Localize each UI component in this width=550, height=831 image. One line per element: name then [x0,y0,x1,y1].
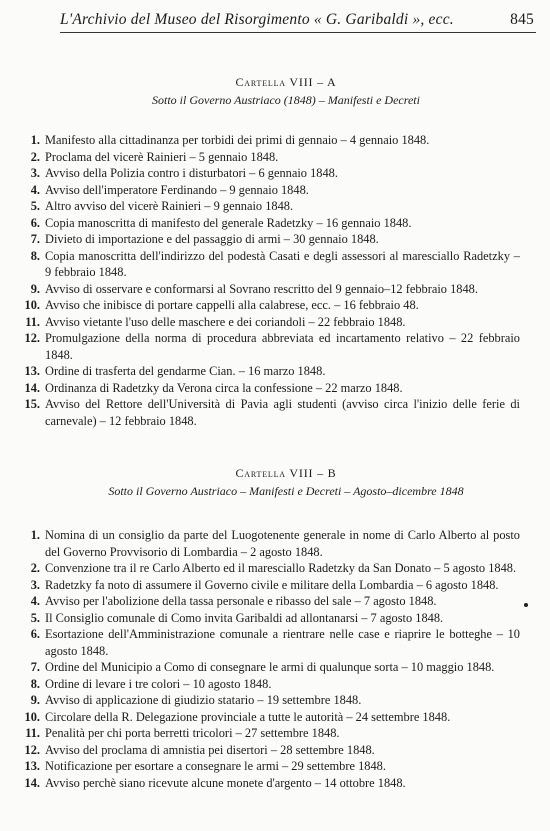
item-text: Penalità per chi porta berretti tricolori – 27 settembre 1848. [45,726,340,740]
list-item [0,610,550,627]
item-number: 14. [24,775,40,790]
item-text: Ordinanza di Radetzky da Verona circa la confessione – 22 marzo 1848. [45,380,403,395]
item-number: 9. [30,693,40,707]
item-number: 11. [25,314,40,329]
item-text: Divieto di importazione e del passaggio di armi – 30 gennaio 1848. [45,232,379,246]
item-text: Avviso perchè siano ricevute alcune monete d'argento – 14 ottobre 1848. [45,775,406,790]
list-item [0,396,550,429]
item-number: 10. [24,298,40,312]
item-text: Avviso del Rettore dell'Università di Pavia agli studenti (avviso circa l'inizio delle ferie di carnevale) – 12 febbraio 1848. [45,397,520,428]
item-text: Esortazione dell'Amministrazione comunale a rientrare nelle case e riaprire le botteghe – 10 agosto 1848. [45,627,520,658]
item-text: Avviso per l'abolizione della tassa personale e ribasso del sale – 7 agosto 1848. [45,594,437,608]
list-item [0,560,550,577]
list-item [0,248,550,281]
item-number: 13. [24,364,40,378]
section-subtitle: Sotto il Governo Austriaco – Manifesti e Decreti – Agosto–dicembre 1848 [108,484,464,498]
item-number: 7. [30,232,40,246]
item-number: 10. [24,709,40,724]
list-item [0,725,550,742]
list-item [0,198,550,215]
list-item [0,709,550,726]
item-text: Notificazione per esortare a consegnare le armi – 29 settembre 1848. [45,759,386,773]
list-item [0,659,550,676]
item-text: Avviso dell'imperatore Ferdinando – 9 gennaio 1848. [45,182,309,197]
item-number: 6. [30,215,40,230]
list-item [0,380,550,397]
list-item [0,527,550,560]
item-number: 3. [30,166,40,180]
list-item [0,314,550,331]
list-item [0,149,550,166]
item-text: Il Consiglio comunale di Como invita Garibaldi ad allontanarsi – 7 agosto 1848. [45,610,444,625]
item-text: Avviso che inibisce di portare cappelli alla calabrese, ecc. – 16 febbraio 48. [45,298,419,312]
list-item [0,182,550,199]
list-item [0,593,550,610]
item-number: 1. [30,528,40,542]
item-text: Ordine del Municipio a Como di consegnare le armi di qualunque sorta – 10 maggio 1848. [45,660,495,674]
item-text: Radetzky fa noto di assumere il Governo civile e militare della Lombardia – 6 agosto 1848. [45,577,499,592]
item-text: Circolare della R. Delegazione provinciale a tutte le autorità – 24 settembre 1848. [45,709,451,724]
list-item [0,363,550,380]
list-item [0,692,550,709]
list-item [0,215,550,232]
running-header [60,10,536,33]
item-text: Altro avviso del vicerè Rainieri – 9 gennaio 1848. [45,199,294,213]
item-number: 12. [24,331,40,345]
item-number: 4. [30,594,40,608]
item-number: 5. [30,610,40,625]
item-number: 3. [30,577,40,592]
item-text: Convenzione tra il re Carlo Alberto ed il maresciallo Radetzky da San Donato – 5 agosto 1848. [45,561,517,575]
document-list [0,132,550,429]
section-cartella-viii-b [0,466,550,791]
item-text: Ordine di trasferta del gendarme Cian. – 16 marzo 1848. [45,364,326,378]
item-number: 8. [30,676,40,691]
item-number: 12. [24,742,40,757]
section-cartella-viii-a [0,75,550,429]
list-item [0,231,550,248]
item-text: Proclama del vicerè Rainieri – 5 gennaio 1848. [45,149,279,164]
page-number: 845 [510,11,534,28]
item-number: 14. [24,380,40,395]
item-number: 9. [30,281,40,296]
list-item [0,758,550,775]
list-item [0,281,550,298]
list-item [0,742,550,759]
item-number: 13. [24,759,40,773]
item-number: 8. [30,248,40,263]
item-text: Copia manoscritta dell'indirizzo del podestà Casati e degli assessori al maresciallo Radetzky – 9 febbraio 1848. [45,248,520,279]
section-subtitle: Sotto il Governo Austriaco (1848) – Manifesti e Decreti [152,93,420,107]
list-item [0,676,550,693]
list-item [0,132,550,149]
list-item [0,626,550,659]
item-number: 15. [24,397,40,411]
document-list [0,527,550,791]
item-text: Avviso di applicazione di giudizio statario – 19 settembre 1848. [45,693,362,707]
list-item [0,330,550,363]
item-text: Ordine di levare i tre colori – 10 agosto 1848. [45,676,272,691]
item-number: 4. [30,182,40,197]
item-number: 11. [25,726,40,740]
item-text: Avviso vietante l'uso delle maschere e dei coriandoli – 22 febbraio 1848. [45,314,406,329]
item-text: Promulgazione della norma di procedura abbreviata ed incartamento relativo – 22 febbraio 1848. [45,331,520,362]
item-text: Manifesto alla cittadinanza per torbidi dei primi di gennaio – 4 gennaio 1848. [45,133,430,147]
list-item [0,297,550,314]
item-number: 5. [30,199,40,213]
item-number: 6. [30,627,40,641]
item-number: 2. [30,149,40,164]
item-text: Avviso di osservare e conformarsi al Sovrano rescritto del 9 gennaio–12 febbraio 1848. [45,281,478,296]
section-title: Cartella VIII – A [235,75,337,89]
item-text: Avviso del proclama di amnistia pei disertori – 28 settembre 1848. [45,742,375,757]
list-item [0,165,550,182]
item-number: 7. [30,660,40,674]
item-number: 2. [30,561,40,575]
item-text: Nomina di un consiglio da parte del Luogotenente generale in nome di Carlo Alberto al posto del Governo Provvisorio di Lombardia – 2 agosto 1848. [45,528,520,559]
item-number: 1. [30,133,40,147]
list-item [0,577,550,594]
item-text: Copia manoscritta di manifesto del generale Radetzky – 16 gennaio 1848. [45,215,412,230]
list-item [0,775,550,792]
ink-speck [524,603,528,607]
running-title: L'Archivio del Museo del Risorgimento « G. Garibaldi », ecc. [60,11,454,28]
section-title: Cartella VIII – B [235,466,337,480]
item-text: Avviso della Polizia contro i disturbatori – 6 gennaio 1848. [45,166,338,180]
